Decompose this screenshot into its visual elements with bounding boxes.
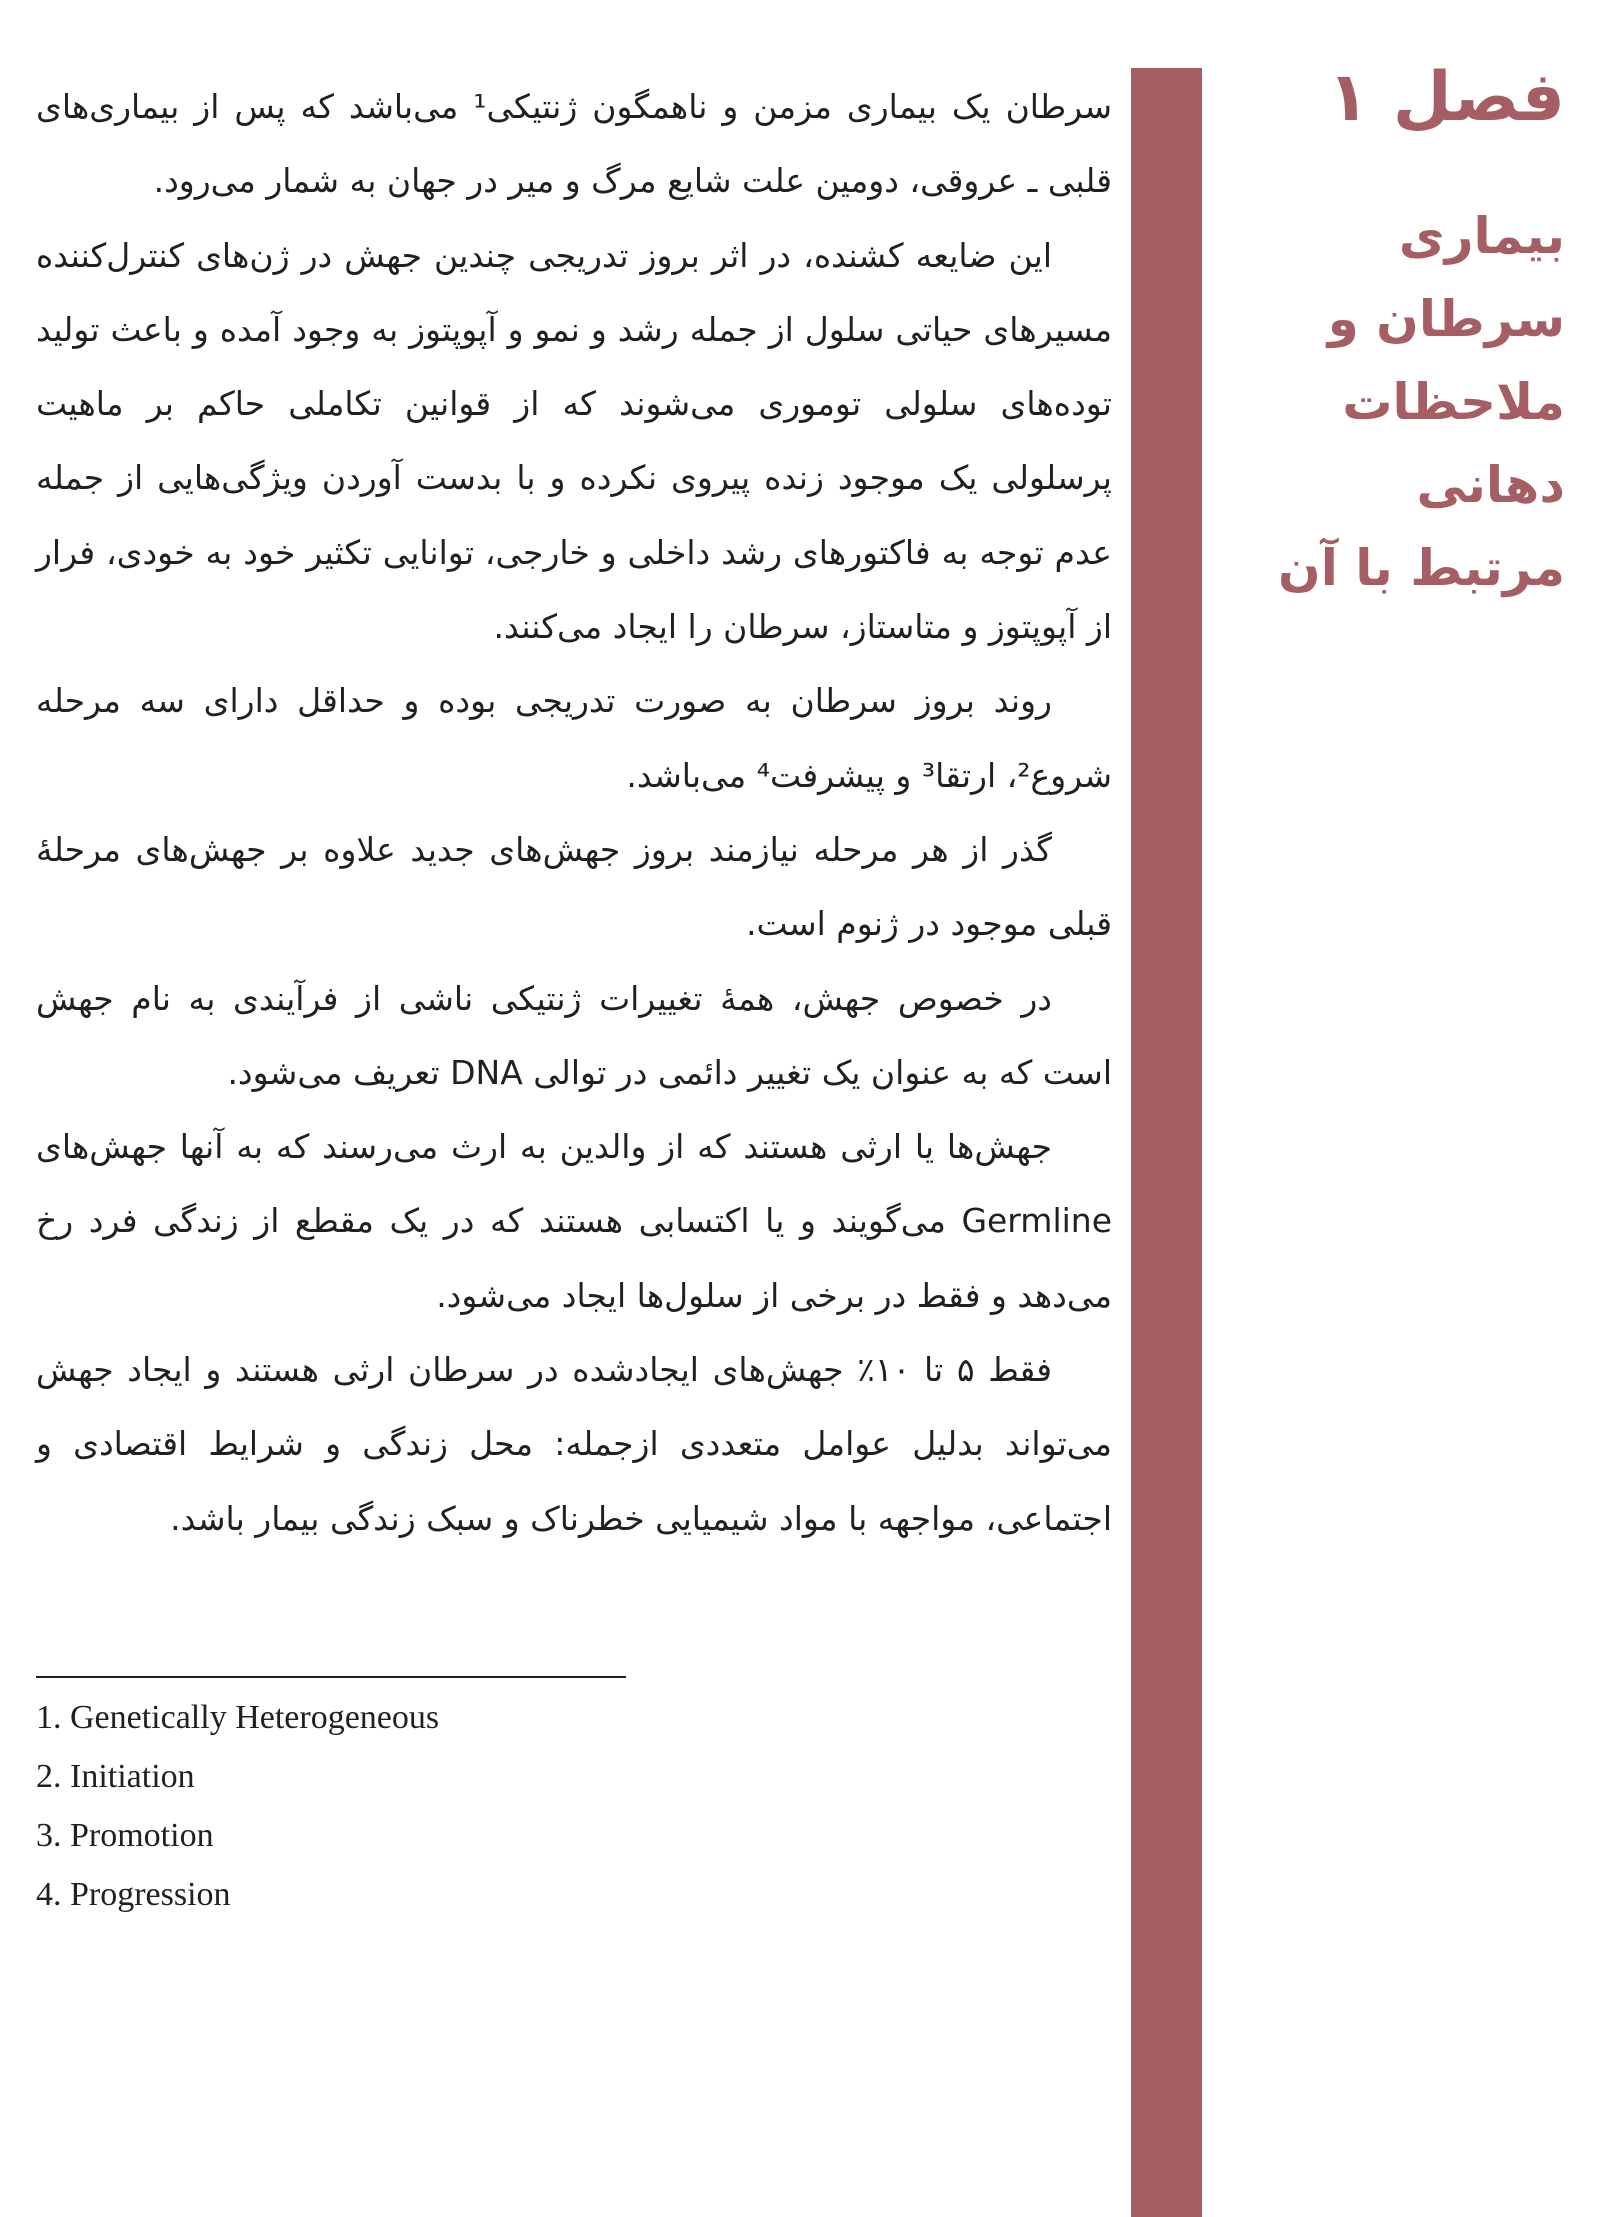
body-text [36,70,1112,1556]
footnotes [36,1688,736,1924]
footnote: 3. Promotion [36,1817,214,1854]
paragraph: جهش‌ها یا ارثی هستند که از والدین به ارث می‌رسند که به آنها جهش‌های Germline می‌گویند و یا اکتسابی هستند که در یک مقطع از زندگی فرد رخ می‌دهد و فقط در برخی از سلول‌ها ایجاد می‌شود. [36,1127,1112,1315]
paragraph: در خصوص جهش، همهٔ تغییرات ژنتیکی ناشی از فرآیندی به نام جهش است که به عنوان یک تغییر دائمی در توالی DNA تعریف می‌شود. [36,978,1112,1092]
paragraph: گذر از هر مرحله نیازمند بروز جهش‌های جدید علاوه بر جهش‌های مرحلهٔ قبلی موجود در ژنوم است. [36,829,1112,944]
chapter-sidebar-bar [1131,68,1202,2217]
chapter-title [1205,195,1565,610]
footnote-divider [36,1676,626,1678]
chapter-title-line: ملاحظات دهانی [1342,373,1565,514]
chapter-title-line: بیماری سرطان و [1327,207,1565,348]
footnote: 4. Progression [36,1876,231,1913]
chapter-number: فصل ۱ [1327,58,1565,137]
paragraph: سرطان یک بیماری مزمن و ناهمگون ژنتیکی¹ می‌باشد که پس از بیماری‌های قلبی ـ عروقی، دومین علت شایع مرگ و میر در جهان به شمار می‌رود. [36,87,1112,201]
footnote: 2. Initiation [36,1758,195,1795]
paragraph: این ضایعه کشنده، در اثر بروز تدریجی چندین جهش در ژن‌های کنترل‌کننده مسیرهای حیاتی سلول از جمله رشد و نمو و آپوپتوز به وجود آمده و باعث تولید توده‌های سلولی توموری می‌شوند که از قوانین تکاملی حاکم بر ماهیت پرسلولی یک موجود زنده پیروی نکرده و با بدست آوردن ویژگی‌هایی از جمله عدم توجه به فاکتورهای رشد داخلی و خارجی، توانایی تکثیر خود به خودی، فرار از آپوپتوز و متاستاز، سرطان را ایجاد می‌کنند. [36,235,1112,647]
paragraph: فقط ۵ تا ۱۰٪ جهش‌های ایجادشده در سرطان ارثی هستند و ایجاد جهش می‌تواند بدلیل عوامل متعددی ازجمله: محل زندگی و شرایط اقتصادی و اجتماعی، مواجهه با مواد شیمیایی خطرناک و سبک زندگی بیمار باشد. [36,1350,1112,1538]
footnote: 1. Genetically Heterogeneous [36,1699,440,1736]
paragraph: روند بروز سرطان به صورت تدریجی بوده و حداقل دارای سه مرحله شروع²، ارتقا³ و پیشرفت⁴ می‌باشد. [36,681,1112,795]
chapter-title-line: مرتبط با آن [1278,539,1565,597]
